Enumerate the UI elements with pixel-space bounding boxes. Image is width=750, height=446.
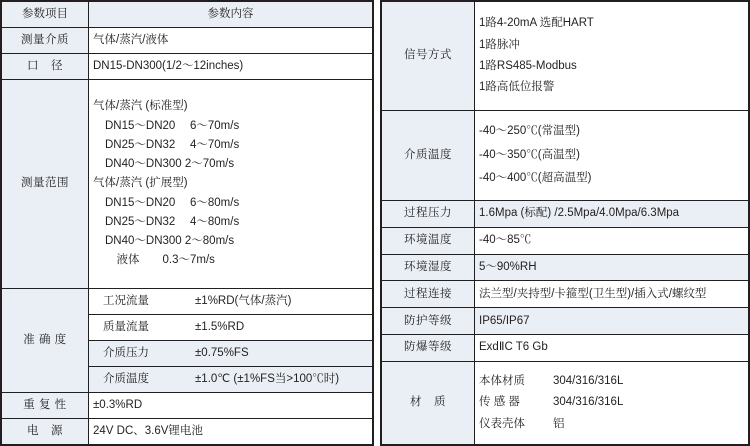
accuracy-working-flow — [89, 288, 373, 314]
row-label-accuracy: 准 确 度 — [2, 288, 89, 392]
row-label-explosion-proof: 防爆等级 — [382, 335, 475, 362]
accuracy-key: 介质压力 — [103, 346, 149, 359]
row-value-material — [475, 361, 749, 444]
medium-temp-line: -40～250℃(常温型) — [479, 125, 580, 138]
row-label-protection-class: 防护等级 — [382, 308, 475, 335]
right-spec-table-panel — [380, 0, 750, 446]
row-label-ambient-temperature: 环境温度 — [382, 227, 475, 254]
row-label-repeatability: 重 复 性 — [2, 392, 89, 418]
row-value-ambient-humidity: 5～90%RH — [475, 254, 749, 281]
range-line: DN25～DN32 4～80m/s — [105, 215, 240, 228]
row-label-diameter: 口 径 — [2, 54, 89, 80]
signal-line: 1路高低位报警 — [479, 81, 555, 94]
table-row — [382, 200, 749, 227]
row-value-medium-temperature — [475, 110, 749, 200]
accuracy-value: ±1%RD(气体/蒸汽) — [195, 294, 292, 307]
row-label-medium-temperature: 介质温度 — [382, 110, 475, 200]
medium-temp-line: -40～350℃(高温型) — [479, 148, 580, 161]
range-line: DN40～DN300 2～80m/s — [105, 235, 235, 248]
row-value-repeatability: ±0.3%RD — [89, 392, 373, 418]
range-line: DN40～DN300 2～70m/s — [105, 158, 235, 171]
material-value: 304/316/316L — [553, 375, 624, 388]
material-key: 本体材质 — [479, 375, 525, 388]
range-line: DN15～DN20 6～80m/s — [105, 196, 240, 209]
table-header-row — [2, 2, 373, 28]
signal-line: 1路4-20mA 选配HART — [479, 17, 594, 30]
material-key: 仪表壳体 — [479, 417, 525, 430]
header-param-item: 参数项目 — [2, 2, 89, 28]
accuracy-key: 工况流量 — [103, 294, 149, 307]
table-row — [2, 418, 373, 444]
row-value-protection-class: IP65/IP67 — [475, 308, 749, 335]
table-row-accuracy — [2, 288, 373, 314]
table-row — [382, 335, 749, 362]
row-value-signal — [475, 2, 749, 111]
table-row — [2, 54, 373, 80]
table-row — [2, 28, 373, 54]
table-row — [382, 308, 749, 335]
signal-line: 1路RS485-Modbus — [479, 59, 577, 72]
row-label-process-pressure: 过程压力 — [382, 200, 475, 227]
row-label-medium: 测量介质 — [2, 28, 89, 54]
accuracy-key: 介质温度 — [103, 372, 149, 385]
range-line: 气体/蒸汽 (扩展型) — [93, 177, 188, 190]
left-spec-table-panel — [0, 0, 374, 446]
row-label-ambient-humidity: 环境湿度 — [382, 254, 475, 281]
range-line: DN25～DN32 4～70m/s — [105, 138, 240, 151]
table-row-material — [382, 361, 749, 444]
accuracy-mass-flow — [89, 314, 373, 340]
table-row-medium-temp — [382, 110, 749, 200]
table-row — [2, 392, 373, 418]
signal-line: 1路脉冲 — [479, 38, 520, 51]
row-value-power: 24V DC、3.6V锂电池 — [89, 418, 373, 444]
row-value-range — [89, 80, 373, 289]
row-label-range: 测量范围 — [2, 80, 89, 289]
material-key: 传 感 器 — [479, 396, 520, 409]
range-line: 气体/蒸汽 (标准型) — [93, 100, 188, 113]
row-label-power: 电 源 — [2, 418, 89, 444]
left-spec-table — [1, 1, 373, 445]
row-value-diameter: DN15-DN300(1/2～12inches) — [89, 54, 373, 80]
material-value: 铝 — [553, 417, 565, 430]
table-row-signal — [382, 2, 749, 111]
accuracy-value: ±1.0℃ (±1%FS当>100℃时) — [195, 372, 340, 385]
table-row — [382, 254, 749, 281]
accuracy-medium-temperature — [89, 366, 373, 392]
accuracy-medium-pressure — [89, 340, 373, 366]
row-value-process-connection: 法兰型/夹持型/卡箍型(卫生型)/插入式/螺纹型 — [475, 281, 749, 308]
row-value-process-pressure: 1.6Mpa (标配) /2.5Mpa/4.0Mpa/6.3Mpa — [475, 200, 749, 227]
medium-temp-line: -40～400℃(超高温型) — [479, 171, 592, 184]
accuracy-value: ±0.75%FS — [195, 346, 249, 359]
range-line: DN15～DN20 6～70m/s — [105, 119, 240, 132]
row-value-ambient-temperature: -40～85℃ — [475, 227, 749, 254]
row-value-explosion-proof: ExdⅡC T6 Gb — [475, 335, 749, 362]
range-line: 液体 0.3～7m/s — [105, 254, 215, 267]
header-param-content: 参数内容 — [89, 2, 373, 28]
material-value: 304/316/316L — [553, 396, 624, 409]
row-label-signal: 信号方式 — [382, 2, 475, 111]
row-label-process-connection: 过程连接 — [382, 281, 475, 308]
accuracy-key: 质量流量 — [103, 320, 149, 333]
table-row — [382, 227, 749, 254]
accuracy-value: ±1.5%RD — [195, 320, 245, 333]
row-value-medium: 气体/蒸汽/液体 — [89, 28, 373, 54]
row-label-material: 材 质 — [382, 361, 475, 444]
table-row-range — [2, 80, 373, 289]
table-row — [382, 281, 749, 308]
right-spec-table — [381, 1, 749, 445]
